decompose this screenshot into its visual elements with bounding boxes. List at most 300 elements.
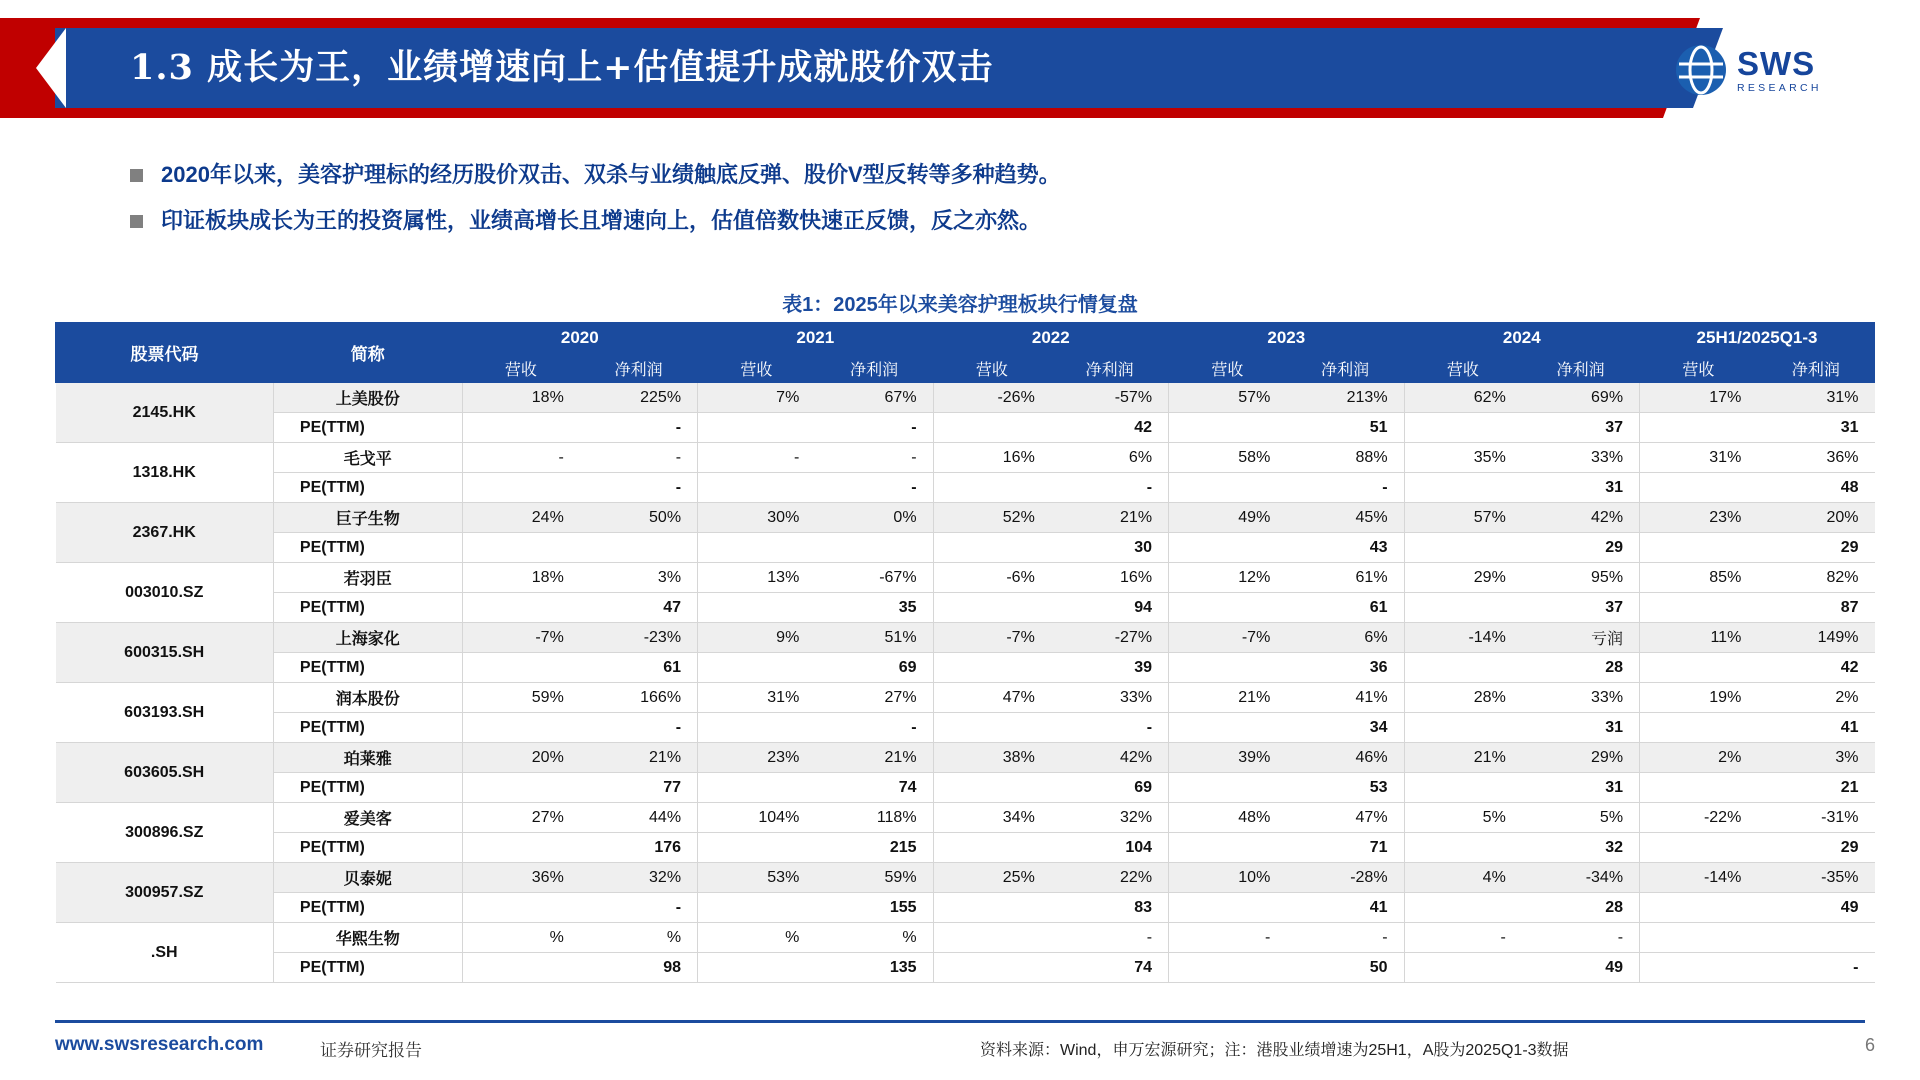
cell-pe-value: 31	[1522, 773, 1640, 803]
cell-growth-value: 2%	[1640, 743, 1758, 773]
cell-growth-value: 49%	[1169, 503, 1287, 533]
cell-growth-value: 62%	[1404, 383, 1522, 413]
cell-pe-value: -	[580, 473, 698, 503]
footer-subtitle: 证券研究报告	[320, 1041, 422, 1060]
data-table-wrapper	[55, 322, 1875, 983]
cell-growth-value: 28%	[1404, 683, 1522, 713]
cell-pe-value	[1404, 953, 1522, 983]
cell-pe-value	[1169, 713, 1287, 743]
bullet-text: 印证板块成长为王的投资属性，业绩高增长且增速向上，估值倍数快速正反馈，反之亦然。	[161, 207, 1042, 233]
cell-growth-value: 42%	[1522, 503, 1640, 533]
cell-growth-value: 17%	[1640, 383, 1758, 413]
cell-growth-value: 6%	[1286, 623, 1404, 653]
cell-growth-value: 16%	[933, 443, 1051, 473]
cell-pe-value	[1169, 653, 1287, 683]
slide-header	[0, 0, 1920, 135]
cell-growth-value: 19%	[1640, 683, 1758, 713]
cell-growth-value: -6%	[933, 563, 1051, 593]
cell-growth-value: 38%	[933, 743, 1051, 773]
th-netprofit: 净利润	[1051, 354, 1169, 383]
cell-growth-value: 16%	[1051, 563, 1169, 593]
cell-growth-value: 29%	[1404, 563, 1522, 593]
table-row	[56, 953, 1875, 983]
cell-growth-value: 33%	[1522, 683, 1640, 713]
cell-pe-value: 49	[1757, 893, 1874, 923]
cell-growth-value: -14%	[1404, 623, 1522, 653]
cell-growth-value: -57%	[1051, 383, 1169, 413]
th-short-name: 简称	[273, 323, 462, 383]
cell-growth-value: -26%	[933, 383, 1051, 413]
cell-pe-value: 74	[815, 773, 933, 803]
cell-pe-value: 47	[580, 593, 698, 623]
cell-pe-value	[1404, 833, 1522, 863]
cell-growth-value: 0%	[815, 503, 933, 533]
cell-pe-value: 37	[1522, 413, 1640, 443]
cell-growth-value: 47%	[933, 683, 1051, 713]
cell-growth-value: 46%	[1286, 743, 1404, 773]
cell-growth-value: 21%	[1169, 683, 1287, 713]
cell-pe-value	[933, 713, 1051, 743]
cell-growth-value: 45%	[1286, 503, 1404, 533]
cell-growth-value: 24%	[462, 503, 580, 533]
cell-pe-value: -	[1757, 953, 1874, 983]
cell-growth-value: 27%	[462, 803, 580, 833]
cell-growth-value: 47%	[1286, 803, 1404, 833]
cell-pe-value: -	[580, 713, 698, 743]
cell-pe-value: 87	[1757, 593, 1874, 623]
cell-pe-value: 176	[580, 833, 698, 863]
cell-growth-value: 21%	[1051, 503, 1169, 533]
cell-pe-value: -	[815, 473, 933, 503]
cell-pe-label: PE(TTM)	[273, 833, 462, 863]
th-revenue: 营收	[698, 354, 816, 383]
cell-pe-value	[580, 533, 698, 563]
cell-growth-value: 27%	[815, 683, 933, 713]
table-row	[56, 713, 1875, 743]
cell-pe-label: PE(TTM)	[273, 713, 462, 743]
cell-pe-value: 51	[1286, 413, 1404, 443]
cell-growth-value: 23%	[698, 743, 816, 773]
cell-growth-value: %	[698, 923, 816, 953]
cell-growth-value: 35%	[1404, 443, 1522, 473]
bullet-text: 2020年以来，美容护理标的经历股价双击、双杀与业绩触底反弹、股价V型反转等多种趋势。	[161, 162, 1061, 187]
cell-growth-value: 118%	[815, 803, 933, 833]
cell-stock-code: 2367.HK	[56, 503, 274, 563]
table-row	[56, 623, 1875, 653]
cell-pe-value	[1640, 953, 1758, 983]
cell-growth-value: 57%	[1169, 383, 1287, 413]
cell-growth-value: 41%	[1286, 683, 1404, 713]
cell-pe-value: 39	[1051, 653, 1169, 683]
th-year-2024: 2024	[1404, 323, 1640, 354]
cell-pe-value	[698, 773, 816, 803]
cell-growth-value: 5%	[1522, 803, 1640, 833]
cell-growth-value: -7%	[462, 623, 580, 653]
cell-pe-value	[933, 773, 1051, 803]
table-row	[56, 413, 1875, 443]
cell-pe-value	[933, 593, 1051, 623]
cell-pe-value: 61	[580, 653, 698, 683]
cell-pe-label: PE(TTM)	[273, 773, 462, 803]
table-row	[56, 923, 1875, 953]
cell-pe-value	[933, 893, 1051, 923]
cell-pe-value	[1169, 953, 1287, 983]
cell-short-name: 润本股份	[273, 683, 462, 713]
cell-pe-value: 104	[1051, 833, 1169, 863]
cell-pe-value	[1404, 893, 1522, 923]
cell-growth-value	[1757, 923, 1874, 953]
th-year-2023: 2023	[1169, 323, 1405, 354]
cell-pe-value: 74	[1051, 953, 1169, 983]
cell-growth-value: 50%	[580, 503, 698, 533]
cell-growth-value: 22%	[1051, 863, 1169, 893]
cell-pe-value	[462, 473, 580, 503]
cell-short-name: 珀莱雅	[273, 743, 462, 773]
cell-growth-value: %	[462, 923, 580, 953]
th-netprofit: 净利润	[580, 354, 698, 383]
th-netprofit: 净利润	[1757, 354, 1874, 383]
table-row	[56, 803, 1875, 833]
cell-stock-code: 603193.SH	[56, 683, 274, 743]
th-year-2020: 2020	[462, 323, 698, 354]
cell-growth-value: -67%	[815, 563, 933, 593]
cell-growth-value: 7%	[698, 383, 816, 413]
cell-pe-value	[1640, 533, 1758, 563]
cell-growth-value: -	[1404, 923, 1522, 953]
cell-pe-value	[933, 413, 1051, 443]
cell-growth-value: -28%	[1286, 863, 1404, 893]
cell-growth-value: -	[815, 443, 933, 473]
cell-stock-code: 603605.SH	[56, 743, 274, 803]
table-row	[56, 503, 1875, 533]
cell-growth-value: 34%	[933, 803, 1051, 833]
th-netprofit: 净利润	[1522, 354, 1640, 383]
cell-pe-value	[1404, 533, 1522, 563]
cell-growth-value: 31%	[698, 683, 816, 713]
cell-growth-value: 31%	[1757, 383, 1874, 413]
cell-pe-label: PE(TTM)	[273, 593, 462, 623]
cell-pe-value	[1640, 593, 1758, 623]
cell-pe-value	[1640, 473, 1758, 503]
cell-growth-value: 82%	[1757, 563, 1874, 593]
cell-pe-label: PE(TTM)	[273, 533, 462, 563]
cell-growth-value: 166%	[580, 683, 698, 713]
cell-pe-label: PE(TTM)	[273, 653, 462, 683]
cell-pe-value	[698, 953, 816, 983]
cell-pe-value	[462, 713, 580, 743]
cell-stock-code: .SH	[56, 923, 274, 983]
performance-table	[55, 322, 1875, 983]
table-header-row-years	[56, 323, 1875, 354]
cell-growth-value: 21%	[1404, 743, 1522, 773]
cell-growth-value: 33%	[1051, 683, 1169, 713]
table-body	[56, 383, 1875, 983]
table-row	[56, 473, 1875, 503]
cell-pe-value	[462, 653, 580, 683]
cell-pe-value: 41	[1286, 893, 1404, 923]
cell-pe-label: PE(TTM)	[273, 893, 462, 923]
cell-growth-value: 5%	[1404, 803, 1522, 833]
cell-pe-value: 49	[1522, 953, 1640, 983]
cell-pe-value	[815, 533, 933, 563]
cell-pe-value	[1169, 833, 1287, 863]
cell-growth-value: 36%	[1757, 443, 1874, 473]
cell-growth-value: -	[462, 443, 580, 473]
cell-pe-value: -	[1286, 473, 1404, 503]
cell-growth-value: -	[1286, 923, 1404, 953]
cell-pe-value	[1640, 893, 1758, 923]
cell-pe-value: 34	[1286, 713, 1404, 743]
table-head	[56, 323, 1875, 383]
th-year-25h1: 25H1/2025Q1-3	[1640, 323, 1875, 354]
th-revenue: 营收	[1404, 354, 1522, 383]
cell-growth-value: -14%	[1640, 863, 1758, 893]
cell-growth-value: 88%	[1286, 443, 1404, 473]
th-netprofit: 净利润	[815, 354, 933, 383]
cell-pe-value: 42	[1051, 413, 1169, 443]
footer-website[interactable]: www.swsresearch.com	[55, 1034, 264, 1055]
footer-source: 资料来源：Wind，申万宏源研究；注：港股业绩增速为25H1，A股为2025Q1-3数据	[980, 1042, 1569, 1059]
th-revenue: 营收	[933, 354, 1051, 383]
table-row	[56, 893, 1875, 923]
cell-short-name: 爱美客	[273, 803, 462, 833]
table-row	[56, 383, 1875, 413]
cell-growth-value: 11%	[1640, 623, 1758, 653]
cell-pe-value	[462, 953, 580, 983]
cell-pe-value	[1640, 653, 1758, 683]
cell-growth-value: 21%	[580, 743, 698, 773]
th-revenue: 营收	[462, 354, 580, 383]
cell-pe-value	[1169, 773, 1287, 803]
page-number: 6	[1864, 1035, 1875, 1055]
cell-pe-value: 69	[815, 653, 933, 683]
cell-short-name: 上海家化	[273, 623, 462, 653]
cell-pe-value: -	[815, 713, 933, 743]
cell-growth-value: 225%	[580, 383, 698, 413]
cell-pe-value: -	[1051, 473, 1169, 503]
cell-pe-value	[933, 953, 1051, 983]
sws-logo	[1675, 40, 1875, 100]
cell-pe-value	[1404, 773, 1522, 803]
cell-growth-value: -35%	[1757, 863, 1874, 893]
cell-pe-value: 215	[815, 833, 933, 863]
cell-pe-value	[462, 533, 580, 563]
cell-pe-value	[1640, 413, 1758, 443]
cell-growth-value: 32%	[1051, 803, 1169, 833]
cell-pe-value	[462, 593, 580, 623]
cell-pe-value	[698, 713, 816, 743]
cell-pe-value: 69	[1051, 773, 1169, 803]
cell-growth-value: 48%	[1169, 803, 1287, 833]
cell-short-name: 若羽臣	[273, 563, 462, 593]
table-caption: 表1：2025年以来美容护理板块行情复盘	[782, 294, 1138, 316]
page-title: 1.3 成长为王，业绩增速向上+估值提升成就股价双击	[130, 47, 994, 88]
cell-stock-code: 003010.SZ	[56, 563, 274, 623]
cell-growth-value: 亏润	[1522, 623, 1640, 653]
cell-growth-value: -7%	[933, 623, 1051, 653]
cell-pe-value: 32	[1522, 833, 1640, 863]
bullet-item	[130, 160, 1830, 190]
square-bullet-icon	[130, 215, 143, 228]
cell-pe-value: 29	[1522, 533, 1640, 563]
cell-growth-value: 42%	[1051, 743, 1169, 773]
cell-pe-value: 36	[1286, 653, 1404, 683]
cell-pe-value: 83	[1051, 893, 1169, 923]
cell-pe-value: 29	[1757, 833, 1874, 863]
cell-pe-value: 28	[1522, 653, 1640, 683]
cell-pe-value: 31	[1522, 713, 1640, 743]
cell-growth-value: 59%	[815, 863, 933, 893]
cell-pe-value: -	[815, 413, 933, 443]
cell-pe-label: PE(TTM)	[273, 473, 462, 503]
cell-pe-value	[462, 893, 580, 923]
cell-growth-value: -31%	[1757, 803, 1874, 833]
cell-pe-value: 37	[1522, 593, 1640, 623]
cell-growth-value: -22%	[1640, 803, 1758, 833]
cell-pe-value: 41	[1757, 713, 1874, 743]
th-stock-code: 股票代码	[56, 323, 274, 383]
cell-growth-value: 213%	[1286, 383, 1404, 413]
cell-growth-value: 13%	[698, 563, 816, 593]
table-row	[56, 443, 1875, 473]
cell-pe-value	[1169, 533, 1287, 563]
cell-pe-value	[1404, 593, 1522, 623]
footer-divider	[55, 1020, 1865, 1023]
cell-growth-value: 58%	[1169, 443, 1287, 473]
cell-growth-value: -23%	[580, 623, 698, 653]
cell-pe-value: -	[580, 893, 698, 923]
cell-growth-value: 29%	[1522, 743, 1640, 773]
cell-growth-value	[933, 923, 1051, 953]
cell-pe-value	[1169, 413, 1287, 443]
slide-footer	[0, 1030, 1920, 1070]
cell-pe-value	[933, 833, 1051, 863]
cell-pe-value: 98	[580, 953, 698, 983]
cell-growth-value: 53%	[698, 863, 816, 893]
cell-growth-value: 10%	[1169, 863, 1287, 893]
cell-pe-value	[698, 533, 816, 563]
cell-pe-value: 155	[815, 893, 933, 923]
cell-short-name: 毛戈平	[273, 443, 462, 473]
cell-pe-value: 31	[1757, 413, 1874, 443]
table-row	[56, 533, 1875, 563]
cell-growth-value: 61%	[1286, 563, 1404, 593]
cell-growth-value: %	[580, 923, 698, 953]
bullet-item	[130, 206, 1830, 236]
square-bullet-icon	[130, 169, 143, 182]
cell-pe-value: 43	[1286, 533, 1404, 563]
th-year-2022: 2022	[933, 323, 1169, 354]
cell-pe-value: 28	[1522, 893, 1640, 923]
cell-pe-value: 30	[1051, 533, 1169, 563]
cell-pe-value	[698, 893, 816, 923]
cell-stock-code: 2145.HK	[56, 383, 274, 443]
cell-growth-value: 52%	[933, 503, 1051, 533]
cell-pe-value: 94	[1051, 593, 1169, 623]
cell-growth-value: 6%	[1051, 443, 1169, 473]
cell-pe-value: -	[580, 413, 698, 443]
cell-pe-value	[462, 833, 580, 863]
table-row	[56, 743, 1875, 773]
cell-pe-value	[698, 653, 816, 683]
cell-short-name: 巨子生物	[273, 503, 462, 533]
cell-short-name: 上美股份	[273, 383, 462, 413]
cell-growth-value: -	[1169, 923, 1287, 953]
cell-growth-value: 51%	[815, 623, 933, 653]
cell-pe-value: 35	[815, 593, 933, 623]
cell-growth-value: 104%	[698, 803, 816, 833]
cell-pe-value	[933, 653, 1051, 683]
table-row	[56, 683, 1875, 713]
cell-pe-value: 61	[1286, 593, 1404, 623]
cell-short-name: 贝泰妮	[273, 863, 462, 893]
cell-stock-code: 300957.SZ	[56, 863, 274, 923]
cell-growth-value: 23%	[1640, 503, 1758, 533]
table-row	[56, 593, 1875, 623]
cell-stock-code: 300896.SZ	[56, 803, 274, 863]
table-row	[56, 773, 1875, 803]
table-row	[56, 563, 1875, 593]
cell-growth-value: 67%	[815, 383, 933, 413]
cell-growth-value: 12%	[1169, 563, 1287, 593]
logo-main-text: SWS	[1737, 44, 1816, 82]
cell-pe-value	[933, 473, 1051, 503]
cell-pe-value	[1404, 713, 1522, 743]
cell-growth-value: 2%	[1757, 683, 1874, 713]
cell-pe-value: 135	[815, 953, 933, 983]
cell-pe-value	[1404, 653, 1522, 683]
cell-growth-value: 18%	[462, 383, 580, 413]
logo-sub-text: RESEARCH	[1737, 81, 1822, 94]
cell-growth-value: -	[580, 443, 698, 473]
cell-pe-value	[1404, 413, 1522, 443]
cell-pe-value: 77	[580, 773, 698, 803]
table-row	[56, 833, 1875, 863]
cell-pe-value	[698, 833, 816, 863]
sws-logo-icon	[1675, 44, 1727, 96]
th-year-2021: 2021	[698, 323, 934, 354]
cell-pe-value	[1169, 593, 1287, 623]
bullet-list	[130, 160, 1830, 251]
cell-pe-value: 29	[1757, 533, 1874, 563]
cell-growth-value: 3%	[580, 563, 698, 593]
cell-pe-value	[1640, 713, 1758, 743]
cell-pe-value	[1640, 833, 1758, 863]
th-revenue: 营收	[1640, 354, 1758, 383]
cell-pe-value	[698, 473, 816, 503]
cell-pe-value	[1404, 473, 1522, 503]
cell-growth-value: 44%	[580, 803, 698, 833]
cell-pe-value: 31	[1522, 473, 1640, 503]
cell-growth-value: 20%	[462, 743, 580, 773]
cell-growth-value: 18%	[462, 563, 580, 593]
cell-pe-value	[462, 773, 580, 803]
cell-growth-value: 149%	[1757, 623, 1874, 653]
cell-pe-value: 50	[1286, 953, 1404, 983]
cell-growth-value: 32%	[580, 863, 698, 893]
cell-growth-value: 95%	[1522, 563, 1640, 593]
table-row	[56, 863, 1875, 893]
cell-growth-value: 4%	[1404, 863, 1522, 893]
cell-short-name: 华熙生物	[273, 923, 462, 953]
cell-growth-value: -	[698, 443, 816, 473]
cell-pe-value	[1169, 893, 1287, 923]
cell-pe-value	[698, 413, 816, 443]
cell-growth-value: -	[1051, 923, 1169, 953]
cell-growth-value: -34%	[1522, 863, 1640, 893]
cell-growth-value	[1640, 923, 1758, 953]
cell-growth-value: 59%	[462, 683, 580, 713]
